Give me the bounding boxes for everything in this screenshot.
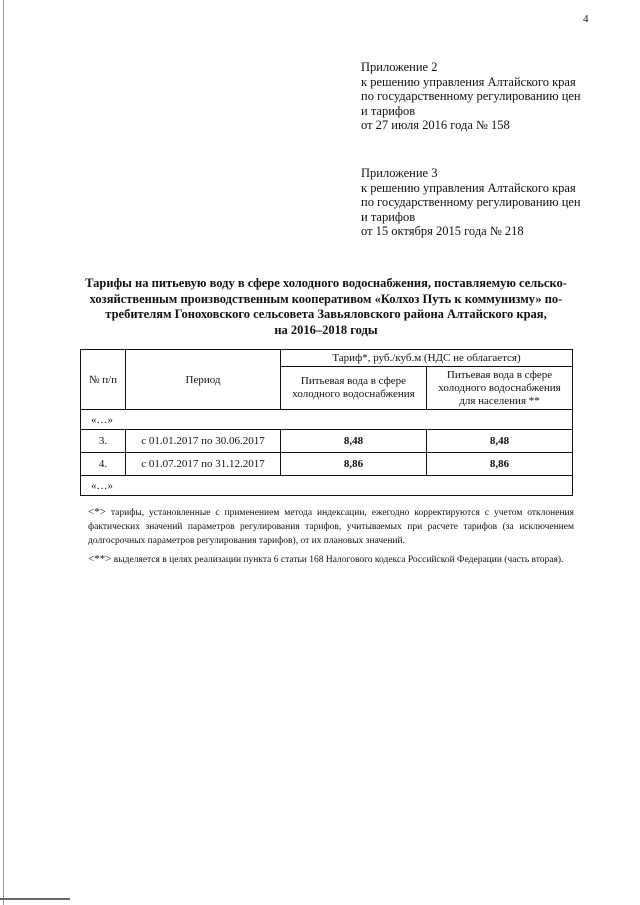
document-title xyxy=(80,276,572,338)
row-period: с 01.07.2017 по 31.12.2017 xyxy=(126,453,281,476)
header-cold-water: Питьевая вода в сфере холодного водоснабжения xyxy=(281,367,427,410)
tariff-table xyxy=(80,349,573,496)
header-number: № п/п xyxy=(81,350,126,410)
footnote-1-text: тарифы, установленные с применением метода индексации, ежегодно корректируются с учетом отклонения фактических значений параметров регулирования тарифов, учитываемых при расчете тарифов (за исключением долгосрочных параметров регулирования тарифов), от их плановых значений. xyxy=(88,508,574,546)
page-number: 4 xyxy=(583,13,589,25)
footnote-2-mark: <**> xyxy=(88,553,112,565)
title-line: на 2016–2018 годы xyxy=(274,322,378,337)
footnote-1-mark: <*> xyxy=(88,506,106,518)
title-line: требителям Гоноховского сельсовета Завьяловского района Алтайского края, xyxy=(105,307,547,321)
scan-bottom-mark xyxy=(0,898,70,900)
footnotes xyxy=(88,505,574,571)
table-row-ellipsis xyxy=(81,476,573,496)
appendix-3-line: и тарифов xyxy=(361,209,416,224)
row-tariff-cold-water: 8,86 xyxy=(281,453,427,476)
appendix-3-line: по государственному регулированию цен xyxy=(361,195,581,209)
table-header-row xyxy=(81,350,573,367)
appendix-2-block xyxy=(361,60,621,133)
appendix-3-line: Приложение 3 xyxy=(361,166,438,180)
row-tariff-population: 8,48 xyxy=(427,430,573,453)
ellipsis-cell: «…» xyxy=(81,410,573,430)
appendix-2-line: по государственному регулированию цен xyxy=(361,89,581,103)
row-number: 3. xyxy=(81,430,126,453)
row-tariff-population: 8,86 xyxy=(427,453,573,476)
title-line: Тарифы на питьевую воду в сфере холодного водоснабжения, поставляемую сельско- xyxy=(85,276,567,290)
appendix-2-line: и тарифов xyxy=(361,103,416,118)
appendix-2-line: Приложение 2 xyxy=(361,60,438,74)
footnote-1 xyxy=(88,505,574,548)
title-line: хозяйственным производственным кооперативом «Колхоз Путь к коммунизму» по- xyxy=(89,291,563,306)
table-row xyxy=(81,430,573,453)
footnote-2-text: выделяется в целях реализации пункта 6 статьи 168 Налогового кодекса Российской Федерации (часть вторая). xyxy=(113,555,564,565)
appendix-2-line: к решению управления Алтайского края xyxy=(361,74,576,89)
header-period: Период xyxy=(126,350,281,410)
row-number: 4. xyxy=(81,453,126,476)
appendix-3-line: от 15 октября 2015 года № 218 xyxy=(361,224,524,238)
ellipsis-cell: «…» xyxy=(81,476,573,496)
row-period: с 01.01.2017 по 30.06.2017 xyxy=(126,430,281,453)
table-row-ellipsis xyxy=(81,410,573,430)
header-tariff: Тариф*, руб./куб.м (НДС не облагается) xyxy=(281,350,573,367)
appendix-2-line: от 27 июля 2016 года № 158 xyxy=(361,118,510,132)
table-row xyxy=(81,453,573,476)
scan-edge-line xyxy=(3,0,4,905)
appendix-3-block xyxy=(361,166,621,239)
appendix-3-line: к решению управления Алтайского края xyxy=(361,180,576,195)
row-tariff-cold-water: 8,48 xyxy=(281,430,427,453)
footnote-2 xyxy=(88,552,574,567)
header-cold-water-population: Питьевая вода в сфере холодного водоснабжения для населения ** xyxy=(427,367,573,410)
